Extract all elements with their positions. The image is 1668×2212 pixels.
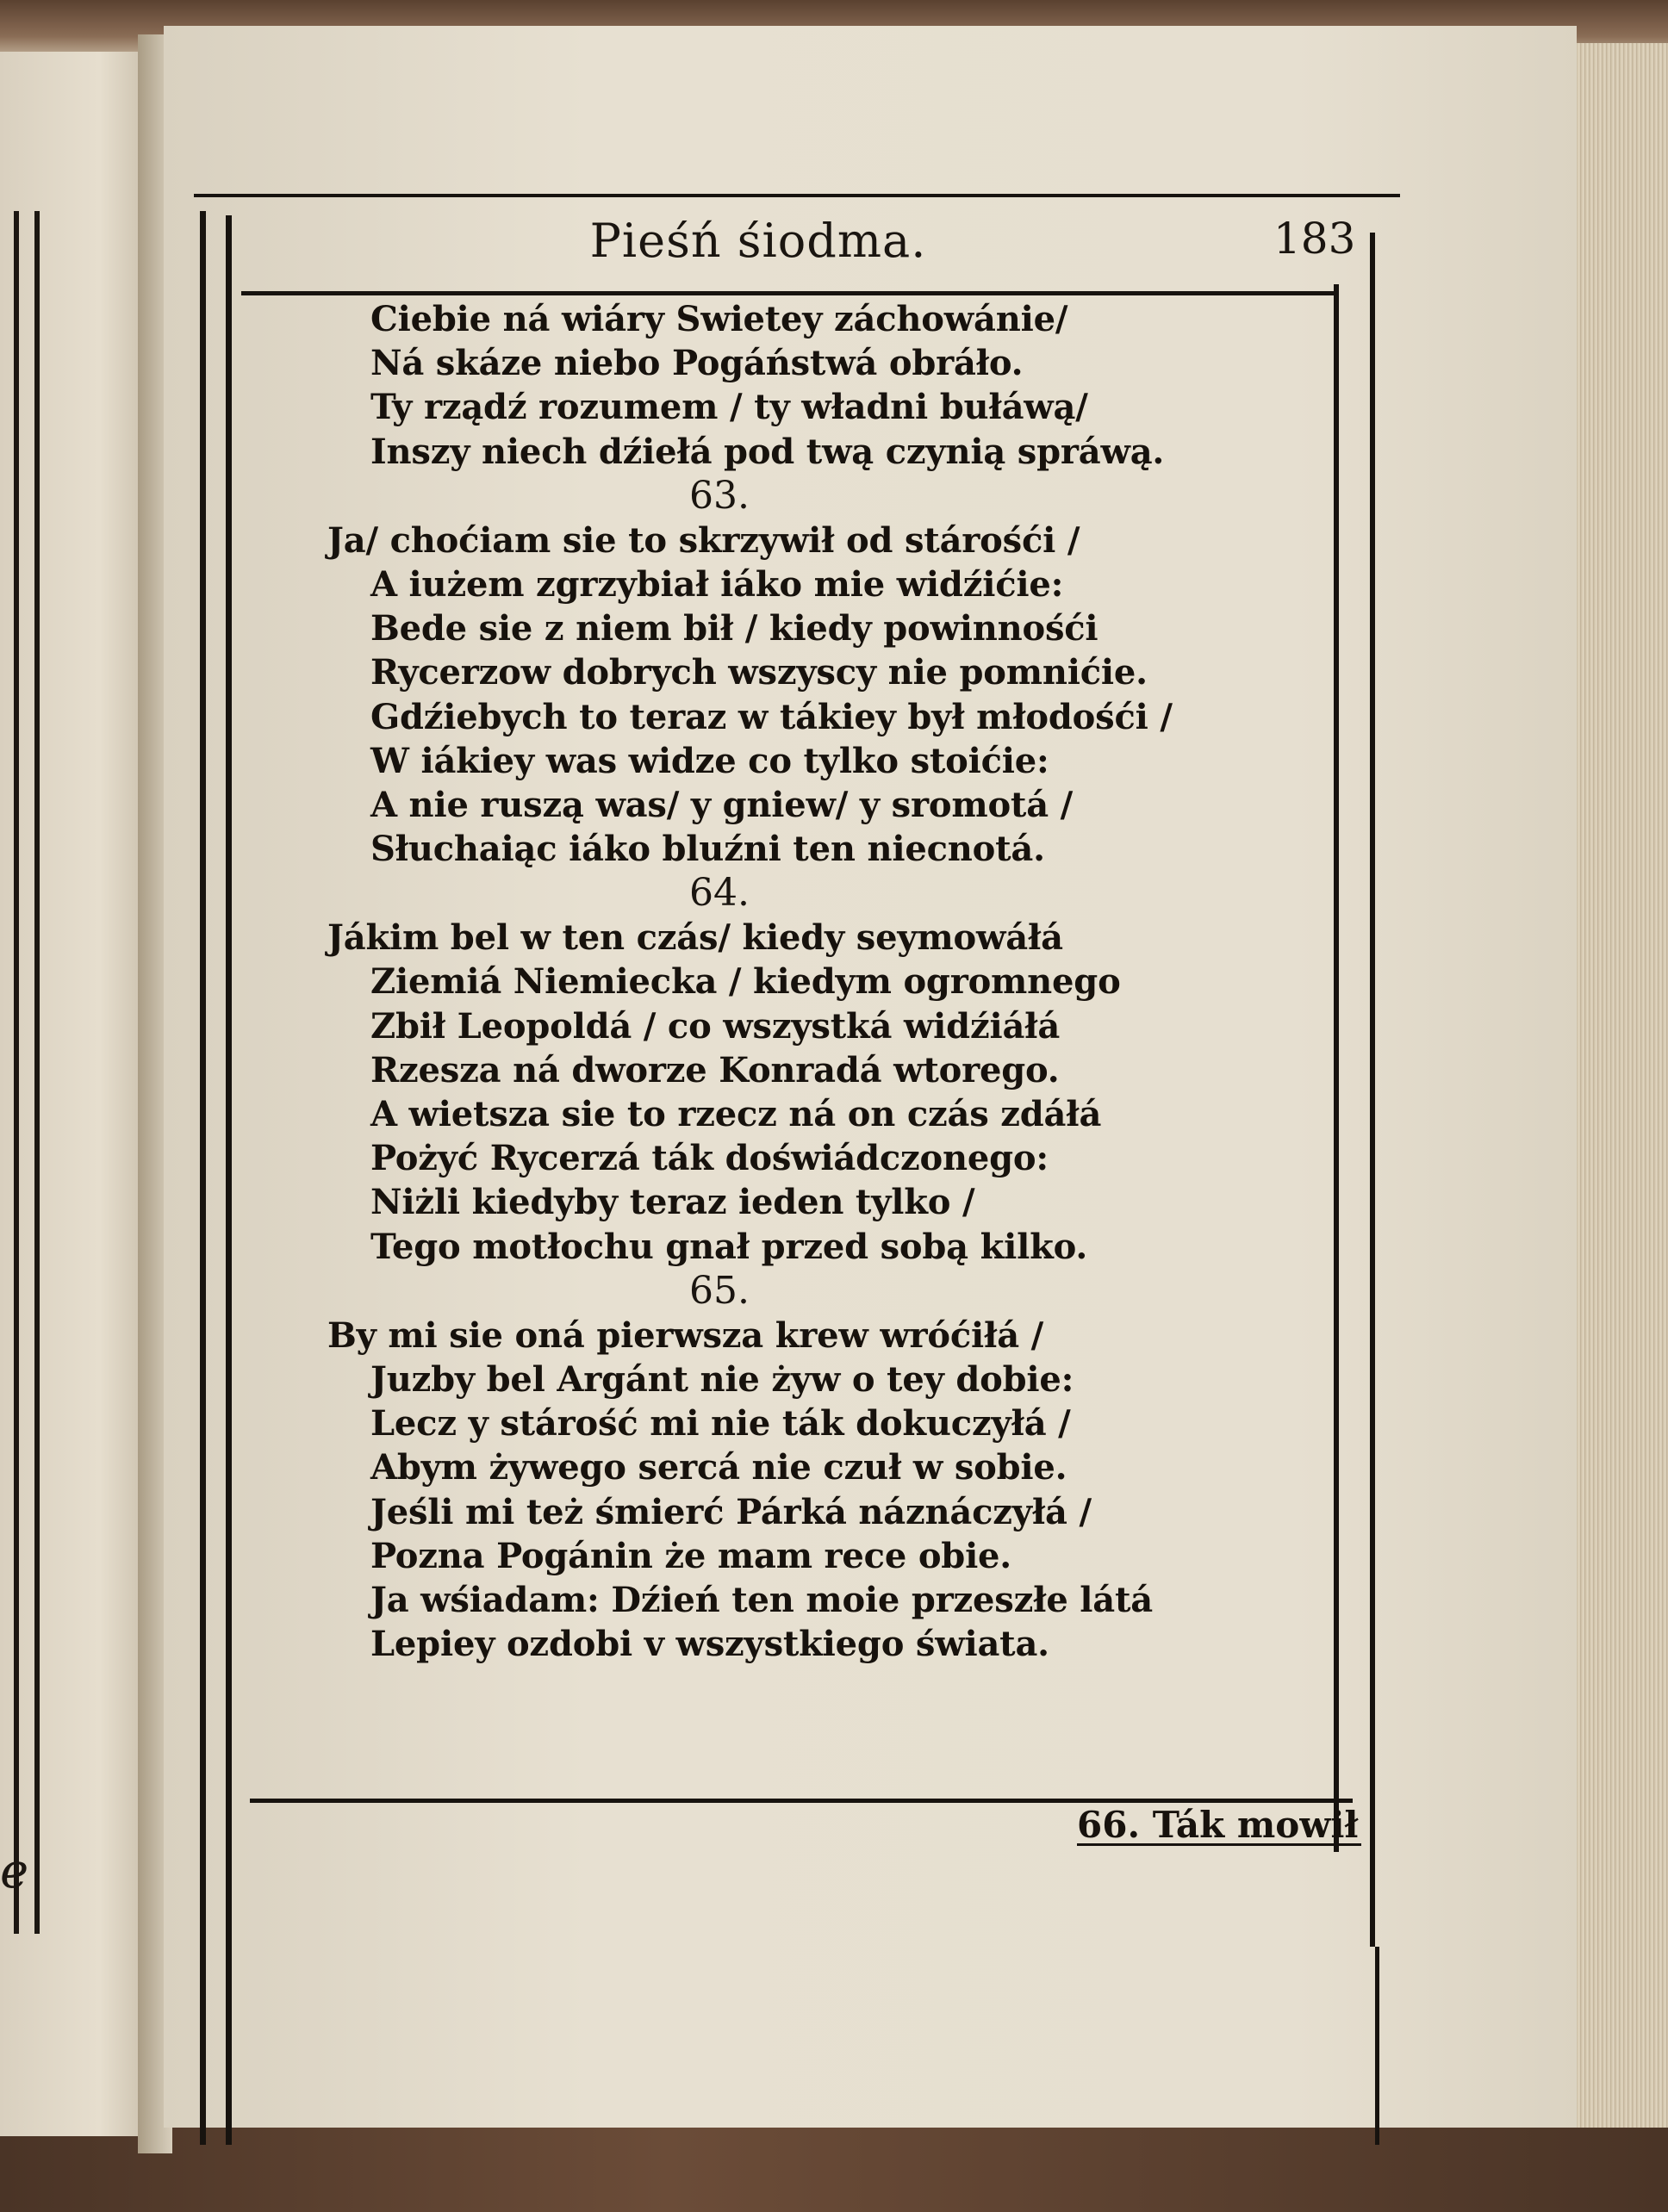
left-page-rule	[14, 211, 19, 1934]
left-page	[0, 52, 145, 2136]
verse-line: A wietsza sie to rzecz ná on czás zdáłá	[370, 1094, 1102, 1134]
frame-top-rule	[194, 194, 1400, 197]
verse-line: Jákim bel w ten czás/ kiedy seymowáłá	[327, 917, 1063, 959]
left-page-text-fragment: e	[0, 1843, 29, 1899]
stanza-number: 63.	[689, 473, 750, 518]
stanza-number: 65.	[689, 1268, 750, 1313]
verse-line: Ciebie ná wiáry Swietey záchowánie/	[370, 299, 1068, 339]
verse-line: Rzesza ná dworze Konradá wtorego.	[370, 1049, 1060, 1090]
verse-line: Słuchaiąc iáko bluźni ten niecnotá.	[370, 829, 1045, 870]
frame-left-inner-rule	[226, 215, 232, 2145]
verse-line: Pozna Pogánin że mam rece obie.	[370, 1535, 1012, 1576]
catchword: 66. Ták mowił	[1077, 1804, 1359, 1846]
frame-left-outer-rule	[200, 211, 206, 2145]
verse-line: Ja/ choćiam sie to skrzywił od stárośći /	[327, 519, 1080, 561]
verse-line: Abym żywego sercá nie czuł w sobie.	[370, 1447, 1067, 1488]
stanza-number: 64.	[689, 871, 750, 916]
verse-line: A nie ruszą was/ y gniew/ y sromotá /	[370, 784, 1074, 825]
verse-line: By mi sie oná pierwsza krew wróćiłá /	[327, 1314, 1044, 1356]
verse-line: Lecz y stárość mi nie ták dokuczyłá /	[370, 1403, 1071, 1445]
verse-line: Pożyć Rycerzá ták doświádczonego:	[370, 1138, 1049, 1179]
verse-line: Tego motłochu gnał przed sobą kilko.	[370, 1226, 1088, 1267]
verse-line: Ty rządź rozumem / ty władni bułáwą/	[370, 387, 1088, 428]
verse-line: Juzby bel Argánt nie żyw o tey dobie:	[370, 1358, 1074, 1400]
verse-line: Zbił Leopoldá / co wszystká widźiáłá	[370, 1005, 1061, 1047]
left-page-rule	[34, 211, 40, 1934]
verse-text-block	[327, 297, 1361, 1666]
verse-line: Ziemiá Niemiecka / kiedym ogromnego	[370, 961, 1121, 1003]
frame-right-outer-rule	[1375, 1947, 1379, 2145]
running-title: Pieśń śiodma.	[589, 214, 927, 268]
verse-line: Ja wśiadam: Dźień ten moie przeszłe látá	[370, 1579, 1154, 1620]
verse-line: Lepiey ozdobi v wszystkiego świata.	[370, 1624, 1049, 1665]
page-edges	[1577, 43, 1668, 2128]
verse-line: Rycerzow dobrych wszyscy nie pomnićie.	[370, 652, 1148, 693]
page-number: 183	[1273, 214, 1356, 264]
frame-right-outer-rule	[1370, 233, 1375, 1947]
verse-line: A iużem zgrzybiał iáko mie widźićie:	[370, 563, 1064, 605]
verse-line: Jeśli mi też śmierć Párká náznáczyłá /	[370, 1491, 1092, 1532]
frame-bottom-rule	[250, 1799, 1353, 1803]
verse-line: Bede sie z niem bił / kiedy powinnośći	[370, 608, 1099, 649]
verse-line: W iákiey was widze co tylko stoićie:	[370, 740, 1049, 781]
verse-line: Ná skáze niebo Pogáństwá obráło.	[370, 343, 1024, 384]
verse-line: Inszy niech dźiełá pod twą czynią spráwą.	[370, 431, 1165, 472]
verse-line: Niżli kiedyby teraz ieden tylko /	[370, 1182, 975, 1223]
verse-line: Gdźiebych to teraz w tákiey był młodośći /	[370, 696, 1173, 737]
header-rule	[241, 291, 1335, 295]
